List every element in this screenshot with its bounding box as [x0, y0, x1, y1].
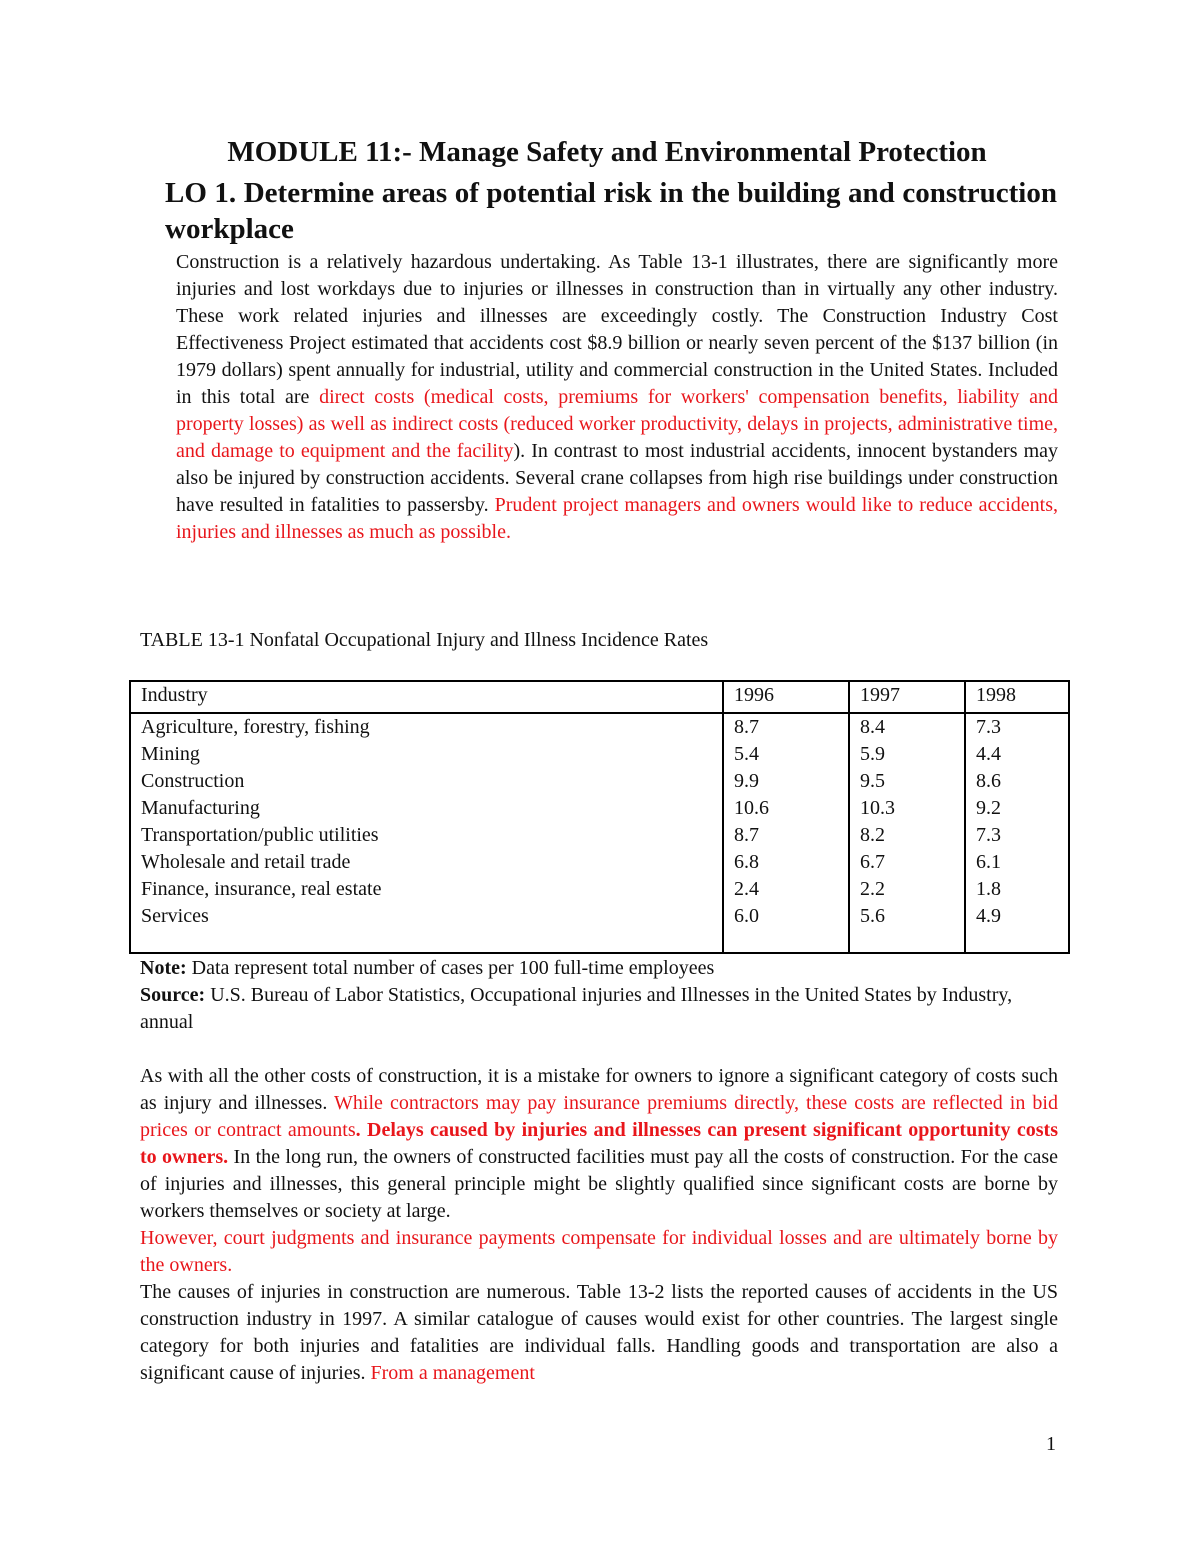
table-header-cell: Industry	[130, 681, 723, 713]
table-cell: 4.9	[976, 904, 1001, 927]
year-1998-column	[965, 713, 1069, 953]
cost-highlight-delays: . Delays caused by injuries and illnesses can present significant opportunity costs to owners.	[140, 1119, 1058, 1168]
table-cell: 6.7	[860, 850, 885, 873]
table-body-row	[130, 713, 1069, 953]
table-caption: TABLE 13-1 Nonfatal Occupational Injury and Illness Incidence Rates	[140, 629, 709, 651]
table-cell: Manufacturing	[141, 796, 260, 819]
table-cell: 8.4	[860, 715, 885, 738]
source-text: U.S. Bureau of Labor Statistics, Occupational injuries and Illnesses in the United States by Industry, annual	[140, 984, 1013, 1033]
causes-highlight: From a management	[370, 1362, 535, 1384]
table-cell: Construction	[141, 769, 245, 792]
page-number: 1	[1046, 1433, 1056, 1455]
table-cell: 8.7	[734, 823, 759, 846]
year-1996-column	[723, 713, 849, 953]
table-cell: Wholesale and retail trade	[141, 850, 351, 873]
table-cell: 9.9	[734, 769, 759, 792]
lo-heading: LO 1. Determine areas of potential risk in the building and construction workplace	[165, 177, 1057, 245]
table-cell: 5.6	[860, 904, 885, 927]
cost-section	[140, 1063, 1058, 1387]
table-header-cell: 1996	[723, 681, 849, 713]
intro-text-1: Construction is a relatively hazardous undertaking. As Table 13-1 illustrates, there are significantly more injuries and lost workdays due to injuries or illnesses in construction than in virtually any other industry. These work related injuries and illnesses are exceedingly costly. The Construction Industry Cost Effectiveness Project estimated that accidents cost $8.9 billion or nearly seven percent of the $137 billion (in 1979 dollars) spent annually for industrial, utility and commercial construction in the United States. Included in this total are	[176, 251, 1058, 408]
table-header-row	[130, 681, 1069, 713]
table-cell: Finance, insurance, real estate	[141, 877, 382, 900]
source-line	[140, 982, 1058, 1036]
table-cell: 6.0	[734, 904, 759, 927]
table-cell: 8.2	[860, 823, 885, 846]
table-cell: 2.4	[734, 877, 759, 900]
table-cell: 9.2	[976, 796, 1001, 819]
table-cell: Agriculture, forestry, fishing	[141, 715, 370, 738]
source-label: Source:	[140, 984, 206, 1006]
table-cell: 4.4	[976, 742, 1001, 765]
table-cell: 5.4	[734, 742, 759, 765]
table-cell: 6.1	[976, 850, 1001, 873]
industry-column	[130, 713, 723, 953]
table-cell: 9.5	[860, 769, 885, 792]
cost-text-2: In the long run, the owners of constructed facilities must pay all the costs of construction. For the case of injuries and illnesses, this general principle might be slightly qualified since significant costs are borne by workers themselves or society at large.	[140, 1146, 1058, 1222]
causes-paragraph	[140, 1279, 1058, 1387]
table-notes	[140, 955, 1058, 1036]
table-cell: 1.8	[976, 877, 1001, 900]
table-cell: 10.6	[734, 796, 769, 819]
note-text: Data represent total number of cases per 100 full-time employees	[186, 957, 715, 979]
cost-paragraph	[140, 1063, 1058, 1225]
table-cell: 7.3	[976, 823, 1001, 846]
incidence-rates-table	[129, 680, 1070, 954]
table-header-cell: 1998	[965, 681, 1069, 713]
intro-text-2: ). In contrast to most industrial accidents, innocent bystanders may also be injured by construction accidents. Several crane collapses from high rise buildings under construction have resulted in fatalities to passersby.	[176, 440, 1059, 516]
table-cell: 8.6	[976, 769, 1001, 792]
table-cell: 2.2	[860, 877, 885, 900]
table-cell: Services	[141, 904, 209, 927]
court-judgments-paragraph: However, court judgments and insurance payments compensate for individual losses and are ultimately borne by the owners.	[140, 1227, 1058, 1276]
table-cell: Transportation/public utilities	[141, 823, 379, 846]
intro-highlight-prudent: Prudent project managers and owners would like to reduce accidents, injuries and illnesses as much as possible.	[176, 494, 1058, 543]
note-label: Note:	[140, 957, 187, 979]
table-cell: 6.8	[734, 850, 759, 873]
cost-highlight-premiums: While contractors may pay insurance premiums directly, these costs are reflected in bid prices or contract amounts	[140, 1092, 1058, 1141]
table-cell: 8.7	[734, 715, 759, 738]
table-cell: Mining	[141, 742, 200, 765]
intro-highlight-costs: direct costs (medical costs, premiums for workers' compensation benefits, liability and property losses) as well as indirect costs (reduced worker productivity, delays in projects, administrative time, and damage to equipment and the facility	[176, 386, 1058, 462]
table-header-cell: 1997	[849, 681, 965, 713]
table-cell: 7.3	[976, 715, 1001, 738]
note-line	[140, 955, 1058, 982]
intro-paragraph	[176, 249, 1058, 546]
table-cell: 10.3	[860, 796, 895, 819]
module-title: MODULE 11:- Manage Safety and Environmental Protection	[227, 136, 987, 168]
cost-text-1: As with all the other costs of construction, it is a mistake for owners to ignore a significant category of costs such as injury and illnesses.	[140, 1065, 1058, 1114]
table-cell: 5.9	[860, 742, 885, 765]
causes-text: The causes of injuries in construction are numerous. Table 13-2 lists the reported causes of accidents in the US construction industry in 1997. A similar catalogue of causes would exist for other countries. The largest single category for both injuries and fatalities are individual falls. Handling goods and transportation are also a significant cause of injuries.	[140, 1281, 1058, 1384]
year-1997-column	[849, 713, 965, 953]
